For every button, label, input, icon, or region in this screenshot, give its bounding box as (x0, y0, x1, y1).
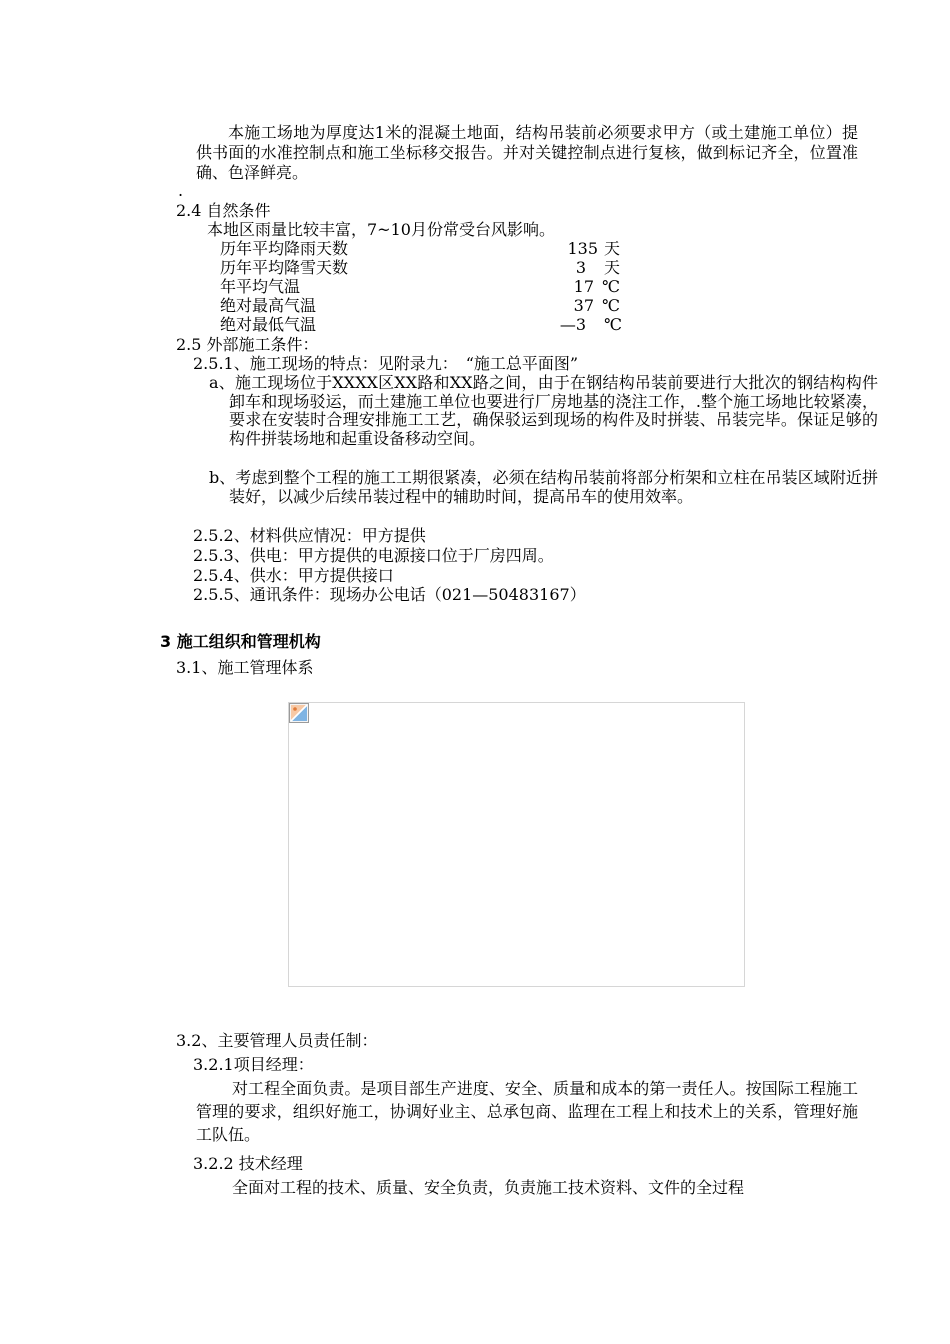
heading-3-2-2: 3.2.2 技术经理 (193, 1154, 303, 1173)
broken-image-icon (289, 703, 309, 723)
item-b (209, 469, 878, 506)
item-2-5-1: 2.5.1、施工现场的特点：见附录九： “施工总平面图” (193, 354, 579, 373)
climate-value: —3 (559, 315, 586, 334)
climate-label: 历年平均降雪天数 (220, 258, 349, 277)
para-3-2-2: 全面对工程的技术、质量、安全负责，负责施工技术资料、文件的全过程 (232, 1178, 745, 1197)
item-b-text: b、考虑到整个工程的施工工期很紧凑，必须在结构吊装前将部分桁架和立柱在吊装区域附近拼装好，以减少后续吊装过程中的辅助时间，提高吊车的使用效率。 (209, 468, 878, 506)
climate-intro: 本地区雨量比较丰富，7~10月份常受台风影响。 (207, 220, 555, 239)
climate-value: 135 (567, 239, 598, 258)
climate-value: 17 (573, 277, 594, 296)
climate-unit: ℃ (602, 277, 620, 296)
item-2-5-5: 2.5.5、通讯条件：现场办公电话（021—50483167） (193, 585, 586, 604)
climate-label: 年平均气温 (220, 277, 301, 296)
heading-2-5: 2.5 外部施工条件： (176, 335, 319, 354)
climate-value: 3 (575, 258, 586, 277)
item-a (209, 374, 878, 448)
climate-unit: ℃ (602, 296, 620, 315)
climate-label: 绝对最低气温 (220, 315, 317, 334)
heading-2-4: 2.4 自然条件 (176, 201, 271, 220)
heading-3: 3 施工组织和管理机构 (160, 632, 321, 651)
item-a-text: a、施工现场位于XXXX区XX路和XX路之间，由于在钢结构吊装前要进行大批次的钢结构构件卸车和现场驳运，而土建施工单位也要进行厂房地基的浇注工作，.整个施工场地比较紧凑，要求在安装时合理安排施工工艺，确保驳运到现场的构件及时拼装、吊装完毕。保证足够的构件拼装场地和起重设备移动空间。 (209, 373, 878, 448)
org-chart-image-placeholder (288, 702, 745, 987)
stray-mark: . (178, 181, 184, 200)
climate-label: 绝对最高气温 (220, 296, 317, 315)
item-2-5-2: 2.5.2、材料供应情况：甲方提供 (193, 526, 426, 545)
climate-unit: 天 (604, 258, 621, 277)
climate-label: 历年平均降雨天数 (220, 239, 349, 258)
climate-unit: 天 (604, 239, 621, 258)
heading-3-1: 3.1、施工管理体系 (176, 658, 314, 677)
heading-3-2: 3.2、主要管理人员责任制： (176, 1031, 378, 1050)
heading-3-2-1: 3.2.1项目经理： (193, 1055, 314, 1074)
climate-value: 37 (573, 296, 594, 315)
para-3-2-1: 对工程全面负责。是项目部生产进度、安全、质量和成本的第一责任人。按国际工程施工管理的要求，组织好施工，协调好业主、总承包商、监理在工程上和技术上的关系，管理好施工队伍。 (196, 1079, 858, 1144)
intro-paragraph: 本施工场地为厚度达1米的混凝土地面，结构吊装前必须要求甲方（或土建施工单位）提供书面的水准控制点和施工坐标移交报告。并对关键控制点进行复核，做到标记齐全，位置准确、色泽鲜亮。 (196, 123, 858, 182)
climate-unit: ℃ (604, 315, 622, 334)
item-2-5-4: 2.5.4、供水：甲方提供接口 (193, 566, 394, 585)
item-2-5-3: 2.5.3、供电：甲方提供的电源接口位于厂房四周。 (193, 546, 554, 565)
